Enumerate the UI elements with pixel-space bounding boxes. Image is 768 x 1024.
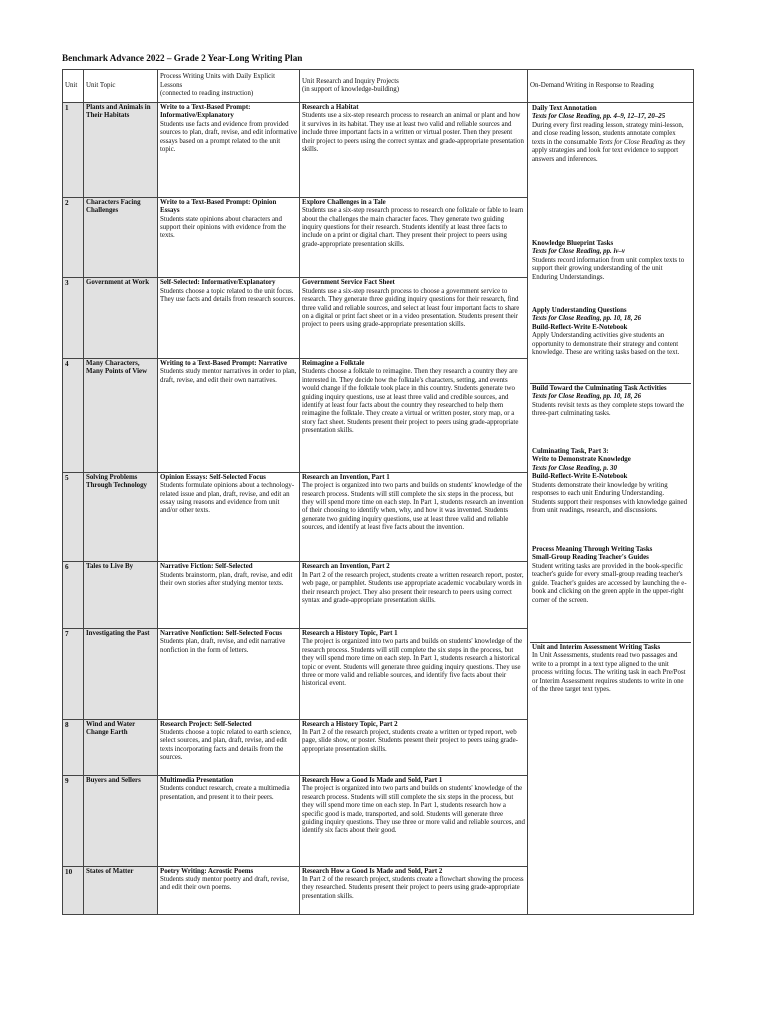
on-demand-assessment-tasks — [530, 642, 691, 695]
od-daily-annotation-ref: Texts for Close Reading, pp. 4–9, 12–17, 20–25 — [532, 113, 666, 121]
research-title: Research a Habitat — [302, 104, 359, 111]
od-daily-annotation-text: During every first reading lesson, strategy mini-lesson, and close reading lesson, students annotate complex texts in the consumable — [532, 121, 684, 146]
process-title: Narrative Nonfiction: Self-Selected Focus — [160, 629, 282, 637]
research-title: Research an Invention, Part 2 — [302, 563, 390, 571]
research-text: In Part 2 of the research project, students create a written or typed report, web page, slide show, or poster. Students present their project to peers using grade-appropriate presentation skills. — [302, 728, 518, 753]
process-text: Students plan, draft, revise, and edit narrative nonfiction in the form of letters. — [160, 638, 286, 654]
unit-topic: Many Characters, Many Points of View — [84, 358, 158, 472]
od-blueprint-ref: Texts for Close Reading, pp. iv–v — [532, 248, 625, 256]
on-demand-culminating-task — [530, 447, 691, 545]
table-header-row — [63, 70, 694, 103]
unit-topic: Solving Problems Through Technology — [84, 472, 158, 562]
od-culminating-ref: Texts for Close Reading, p. 30 — [532, 464, 617, 472]
od-blueprint-text: Students record information from unit complex texts to support their growing understanding of the unit Enduring Understandings. — [532, 256, 685, 281]
process-writing-cell — [158, 358, 300, 472]
research-text: The project is organized into two parts and builds on students' knowledge of the research process. Students will still complete the six steps in the process, but they will spend more time on each step. In Part 1, students research how a specific good is made, transported, and sold. Students will generate three guiding inquiry questions. They use three or more valid and reliable sources, and identify six facts about their good. — [302, 785, 525, 835]
research-title: Research How a Good Is Made and Sold, Part 1 — [302, 776, 443, 784]
process-title: Narrative Fiction: Self-Selected — [160, 563, 253, 571]
research-title: Government Service Fact Sheet — [302, 279, 395, 287]
unit-number: 3 — [63, 278, 84, 359]
od-daily-annotation-title: Daily Text Annotation — [532, 105, 597, 112]
header-research — [300, 70, 528, 103]
od-apply-text: Apply Understanding activities give students an opportunity to demonstrate their strategy and content knowledge. These are writing tasks based on the text. — [532, 332, 680, 357]
research-text: The project is organized into two parts and builds on students' knowledge of the research process. Students will still complete the six steps in the process, but they will spend more time on each step. In Part 1, students research an invention of their choosing to identify when, why, and how it was invented. Students generate two guiding inquiry questions, use at least three valid and reliable sources, and identify at least five facts about the invention. — [302, 482, 524, 532]
research-cell — [300, 103, 528, 198]
header-research-subtitle: (in support of knowledge-building) — [302, 86, 400, 93]
process-title: Poetry Writing: Acrostic Poems — [160, 867, 254, 875]
research-title: Explore Challenges in a Tale — [302, 198, 386, 206]
od-assessment-text: In Unit Assessments, students read two passages and write to a prompt in a text type aligned to the unit process writing focus. The writing task in each Pre/Post or Interim Assessment requires students to write in one of the three target text types. — [532, 652, 686, 694]
process-text: Students state opinions about characters and support their opinions with evidence from the texts. — [160, 215, 286, 240]
unit-number: 1 — [63, 103, 84, 198]
process-writing-cell — [158, 103, 300, 198]
on-demand-process-meaning — [530, 545, 691, 642]
unit-topic: Wind and Water Change Earth — [84, 719, 158, 775]
od-culminating-title: Culminating Task, Part 3: — [532, 448, 609, 455]
unit-number: 8 — [63, 719, 84, 775]
research-title: Research a History Topic, Part 2 — [302, 720, 398, 728]
header-process-writing — [158, 70, 300, 103]
research-cell — [300, 562, 528, 628]
research-cell — [300, 866, 528, 914]
unit-number: 9 — [63, 775, 84, 866]
od-culminating-subtitle: Build-Reflect-Write E-Notebook — [532, 473, 628, 481]
header-unit-topic: Unit Topic — [84, 70, 158, 103]
od-blueprint-title: Knowledge Blueprint Tasks — [532, 240, 614, 247]
research-cell — [300, 358, 528, 472]
process-text: Students formulate opinions about a technology-related issue and plan, draft, revise, and edit an essay using reasons and evidence from unit and/or other texts. — [160, 482, 295, 515]
research-cell — [300, 197, 528, 278]
od-build-title: Build Toward the Culminating Task Activities — [532, 385, 667, 392]
research-title: Research a History Topic, Part 1 — [302, 629, 398, 637]
research-cell — [300, 775, 528, 866]
unit-topic: Buyers and Sellers — [84, 775, 158, 866]
research-title: Research an Invention, Part 1 — [302, 473, 390, 481]
unit-topic: States of Matter — [84, 866, 158, 914]
writing-plan-table — [62, 69, 694, 915]
process-title: Self-Selected: Informative/Explanatory — [160, 279, 276, 287]
on-demand-build-toward — [530, 383, 691, 447]
research-text: Students use a six-step research process to research an animal or plant and how it survives in its habitat. They use at least two valid and reliable sources and include three important facts in a written or virtual poster. Then they present their project to peers using the correct syntax and grade-appropriate presentation skills. — [302, 112, 524, 154]
research-title: Reimagine a Folktale — [302, 359, 365, 367]
od-assessment-title: Unit and Interim Assessment Writing Tasks — [532, 644, 661, 651]
header-unit: Unit — [63, 70, 84, 103]
on-demand-knowledge-blueprint — [530, 239, 691, 306]
process-text: Students study mentor poetry and draft, revise, and edit their own poems. — [160, 875, 289, 892]
process-title: Writing to a Text-Based Prompt: Narrative — [160, 359, 288, 367]
process-text: Students choose a topic related to earth science, select sources, and plan, draft, revise, and edit texts incorporating facts and details from the sources. — [160, 728, 292, 762]
research-cell — [300, 278, 528, 359]
research-text: Students use a six-step research process to research one folktale or fable to learn about the challenges the main character faces. They generate two guiding inquiry questions for their research. Students identify at least three facts to include on a print or digital chart. They present their project to peers using grade-appropriate presentation skills. — [302, 207, 524, 248]
research-title: Research How a Good Is Made and Sold, Part 2 — [302, 867, 443, 875]
process-writing-cell — [158, 562, 300, 628]
od-culminating-title2: Write to Demonstrate Knowledge — [532, 456, 631, 464]
process-writing-cell — [158, 866, 300, 914]
process-writing-cell — [158, 472, 300, 562]
research-text: Students choose a folktale to reimagine. Then they research a country they are interested in. They decide how the folktale's characters, setting, and events would change if the folktale took place in this country. Students generate two guiding inquiry questions, use at least three valid and credible sources, and identify at least four facts about the country they researched to help them reimagine the folktale. They create a virtual or written poster, story map, or a story fact sheet. Students present their project to peers using grade-appropriate presentation skills. — [302, 368, 519, 435]
unit-number: 7 — [63, 628, 84, 719]
research-text: In Part 2 of the research project, students create a flowchart showing the process they researched. Students present their project to peers using grade-appropriate presentation skills. — [302, 875, 524, 900]
research-text: Students use a six-step research process to choose a government service to research. They generate three guiding inquiry questions for their research, find three valid and reliable sources, and select at least four important facts to share on a digital or print fact sheet or in a video presentation. Students present their project to peers using grade-appropriate presentation skills. — [302, 287, 520, 329]
unit-number: 5 — [63, 472, 84, 562]
process-writing-cell — [158, 628, 300, 719]
process-writing-cell — [158, 278, 300, 359]
header-process-subtitle: (connected to reading instruction) — [160, 90, 254, 98]
unit-number: 4 — [63, 358, 84, 472]
od-build-text: Students revisit texts as they complete steps toward the three-part culminating tasks. — [532, 401, 684, 418]
od-daily-annotation-italic: Texts for Close Reading — [598, 138, 665, 146]
od-culminating-text: Students demonstrate their knowledge by writing responses to each unit Enduring Understanding. Students support their responses with knowledge gained from unit readings, research, and discussions. — [532, 481, 688, 514]
unit-number: 2 — [63, 197, 84, 278]
table-row — [63, 103, 694, 198]
od-apply-ref: Texts for Close Reading, pp. 10, 18, 26 — [532, 315, 642, 323]
on-demand-apply-understanding — [530, 306, 691, 383]
process-text: Students choose a topic related to the unit focus. They use facts and details from research sources. — [160, 287, 296, 304]
process-writing-cell — [158, 719, 300, 775]
process-writing-cell — [158, 197, 300, 278]
research-text: The project is organized into two parts and builds on students' knowledge of the research process. Students will still complete the six steps in the process, but they will spend more time on each step. In Part 1, students research a historical topic or event. Students will generate three guiding inquiry questions. They use three or more valid and reliable sources, and identify five facts about their historical event. — [302, 638, 523, 688]
process-text: Students use facts and evidence from provided sources to plan, draft, revise, and edit informative essays based on a prompt related to the unit topic. — [160, 120, 298, 154]
od-daily-annotation-text-end: as they apply strategies and look for text evidence to support answers and inferences. — [532, 138, 686, 163]
header-process-title: Process Writing Units with Daily Explicit Lessons — [160, 73, 276, 89]
on-demand-daily-annotation — [530, 104, 691, 239]
process-title: Opinion Essays: Self-Selected Focus — [160, 473, 266, 481]
process-text: Students study mentor narratives in order to plan, draft, revise, and edit their own narratives. — [160, 368, 297, 384]
on-demand-cell — [528, 103, 694, 915]
process-title: Write to a Text-Based Prompt: Informative/Explanatory — [160, 104, 251, 120]
process-text: Students brainstorm, plan, draft, revise, and edit their own stories after studying mentor texts. — [160, 571, 293, 588]
header-on-demand: On-Demand Writing in Response to Reading — [528, 70, 694, 103]
od-apply-subtitle: Build-Reflect-Write E-Notebook — [532, 323, 628, 331]
process-writing-cell — [158, 775, 300, 866]
document-title: Benchmark Advance 2022 – Grade 2 Year-Long Writing Plan — [62, 53, 303, 63]
od-process-meaning-subtitle: Small-Group Reading Teacher's Guides — [532, 554, 649, 562]
research-cell — [300, 628, 528, 719]
process-text: Students conduct research, create a multimedia presentation, and present it to their peers. — [160, 785, 290, 801]
process-title: Multimedia Presentation — [160, 776, 234, 784]
unit-topic: Characters Facing Challenges — [84, 197, 158, 278]
od-process-meaning-title: Process Meaning Through Writing Tasks — [532, 546, 653, 553]
unit-topic: Plants and Animals in Their Habitats — [84, 103, 158, 198]
od-build-ref: Texts for Close Reading, pp. 10, 18, 26 — [532, 393, 642, 401]
research-cell — [300, 719, 528, 775]
process-title: Research Project: Self-Selected — [160, 720, 252, 728]
unit-topic: Tales to Live By — [84, 562, 158, 628]
process-title: Write to a Text-Based Prompt: Opinion Essays — [160, 198, 277, 215]
research-cell — [300, 472, 528, 562]
unit-number: 10 — [63, 866, 84, 914]
unit-topic: Government at Work — [84, 278, 158, 359]
unit-topic: Investigating the Past — [84, 628, 158, 719]
od-process-meaning-text: Student writing tasks are provided in the book-specific teacher's guide for every small-group reading teacher's guide. Teacher's guides are accessed by launching the e-book and clicking on the green apple in the upper-right corner of the screen. — [532, 562, 687, 604]
research-text: In Part 2 of the research project, students create a written research report, poster, web page, or pamphlet. Students use appropriate academic vocabulary words in their research project. They also present their research to peers using correct syntax and grade-appropriate presentation skills. — [302, 571, 524, 605]
unit-number: 6 — [63, 562, 84, 628]
od-apply-title: Apply Understanding Questions — [532, 307, 627, 314]
header-research-title: Unit Research and Inquiry Projects — [302, 77, 399, 85]
